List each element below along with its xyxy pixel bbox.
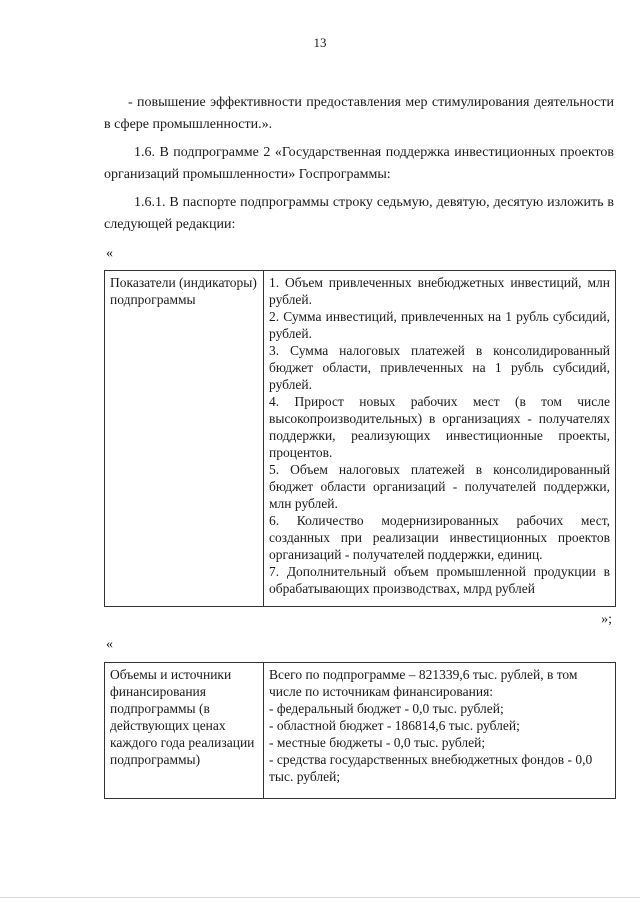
list-item: - федеральный бюджет - 0,0 тыс. рублей; — [269, 701, 504, 716]
list-item: 7. Дополнительный объем промышленной продукции в обрабатывающих производствах, млрд рублей — [269, 564, 610, 596]
paragraph-subprogram-2: 1.6. В подпрограмме 2 «Государственная поддержка инвестиционных проектов организаций промышленности» Госпрограммы: — [104, 145, 614, 182]
page-number: 13 — [313, 35, 327, 50]
list-item: 3. Сумма налоговых платежей в консолидированный бюджет области, привлеченных на 1 рубль субсидий, рублей. — [269, 343, 610, 392]
page-bottom-edge — [0, 897, 640, 898]
list-item: 6. Количество модернизированных рабочих мест, созданных при реализации инвестиционных проектов организаций - получателей поддержки, единиц. — [269, 513, 610, 562]
list-item: - местные бюджеты - 0,0 тыс. рублей; — [269, 735, 486, 750]
closing-quote: »; — [601, 612, 612, 627]
table-row — [105, 271, 616, 607]
list-item: Всего по подпрограмме – 821339,6 тыс. рублей, в том числе по источникам финансирования: — [269, 667, 578, 699]
list-item: - средства государственных внебюджетных фондов - 0,0 тыс. рублей; — [269, 752, 593, 784]
list-item: 5. Объем налоговых платежей в консолидированный бюджет области организаций - получателей поддержки, млн рублей. — [269, 462, 610, 511]
table-row — [105, 663, 616, 799]
indicators-list — [264, 271, 616, 607]
indicators-label: Показатели (индикаторы) подпрограммы — [105, 271, 264, 607]
paragraph-passport: 1.6.1. В паспорте подпрограммы строку седьмую, девятую, десятую изложить в следующей редакции: — [104, 195, 614, 232]
list-item: 2. Сумма инвестиций, привлеченных на 1 рубль субсидий, рублей. — [269, 309, 610, 341]
indicators-table — [104, 270, 616, 607]
opening-quote: « — [106, 246, 113, 261]
list-item: 1. Объем привлеченных внебюджетных инвестиций, млн рублей. — [269, 275, 610, 307]
paragraph-efficiency: - повышение эффективности предоставления мер стимулирования деятельности в сфере промышленности.». — [104, 95, 614, 132]
financing-table — [104, 662, 616, 799]
list-item: 4. Прирост новых рабочих мест (в том числе высокопроизводительных) в организациях - получателях поддержки, реализующих инвестиционные проекты, процентов. — [269, 394, 610, 460]
financing-label: Объемы и источники финансирования подпрограммы (в действующих ценах каждого года реализации подпрограммы) — [105, 663, 264, 799]
list-item: - областной бюджет - 186814,6 тыс. рублей; — [269, 718, 520, 733]
opening-quote: « — [106, 637, 113, 652]
financing-list — [264, 663, 616, 799]
